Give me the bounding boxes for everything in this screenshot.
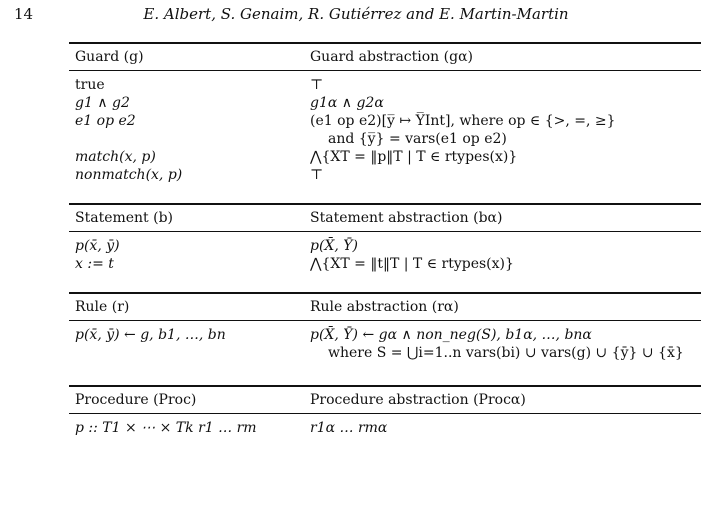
row-left: g1 ∧ g2 [75, 95, 130, 111]
table-row [75, 326, 701, 344]
row-left [75, 344, 310, 362]
row-left: true [75, 77, 105, 93]
guard-section [69, 42, 701, 191]
row-right: ⋀{XT = ‖p‖T | T ∈ rtypes(x)} [310, 149, 518, 165]
procedure-header-row [69, 387, 701, 413]
table-row [75, 148, 701, 166]
row-right: ⊤ [310, 167, 324, 183]
header-cell-right: Statement abstraction (bα) [310, 210, 503, 226]
procedure-section [69, 385, 701, 444]
rule-header-row [69, 294, 701, 320]
table-row [75, 166, 701, 184]
statement-header-row [69, 205, 701, 231]
table-row [75, 130, 701, 148]
table-row [75, 76, 701, 94]
statement-section [69, 203, 701, 280]
table-row [75, 237, 701, 255]
table-row [75, 255, 701, 273]
abstraction-table [69, 42, 701, 444]
header-cell-left: Guard (g) [75, 49, 144, 65]
row-right: p(X̄, Ȳ) [310, 238, 358, 254]
row-right: and {y̅} = vars(e1 op e2) [328, 131, 507, 147]
row-left: p :: T1 × ⋯ × Tk r1 … rm [75, 420, 257, 436]
row-right: g1α ∧ g2α [310, 95, 384, 111]
row-right: p(X̄, Ȳ) ← gα ∧ non_neg(S), b1α, …, bnα [310, 327, 592, 343]
header-cell-right: Guard abstraction (gα) [310, 49, 473, 65]
row-left: e1 op e2 [75, 113, 136, 129]
header-cell-left: Procedure (Proc) [75, 392, 197, 408]
row-left: p(x̄, ȳ) ← g, b1, …, bn [75, 327, 226, 343]
header-cell-left: Rule (r) [75, 299, 130, 315]
table-row [75, 419, 701, 437]
row-right: r1α … rmα [310, 420, 388, 436]
row-left: match(x, p) [75, 149, 156, 165]
row-right: ⊤ [310, 77, 324, 93]
row-left: x := t [75, 256, 114, 272]
rule-section [69, 292, 701, 369]
table-row [75, 112, 701, 130]
row-right: ⋀{XT = ‖t‖T | T ∈ rtypes(x)} [310, 256, 514, 272]
row-left [75, 130, 310, 148]
row-left: p(x̄, ȳ) [75, 238, 120, 254]
row-right: where S = ⋃i=1..n vars(bi) ∪ vars(g) ∪ {ȳ} ∪ {x̄} [328, 345, 684, 361]
table-row [75, 344, 701, 362]
header-cell-right: Rule abstraction (rα) [310, 299, 459, 315]
guard-header-row [69, 44, 701, 70]
running-head: E. Albert, S. Genaim, R. Gutiérrez and E. Martin-Martin [143, 5, 569, 23]
row-right: (e1 op e2)[y̅ ↦ Y̅Int], where op ∈ {>, =, ≥} [310, 113, 616, 129]
header-cell-left: Statement (b) [75, 210, 174, 226]
header-cell-right: Procedure abstraction (Procα) [310, 392, 526, 408]
row-left: nonmatch(x, p) [75, 167, 183, 183]
page-number: 14 [14, 5, 34, 23]
table-row [75, 94, 701, 112]
